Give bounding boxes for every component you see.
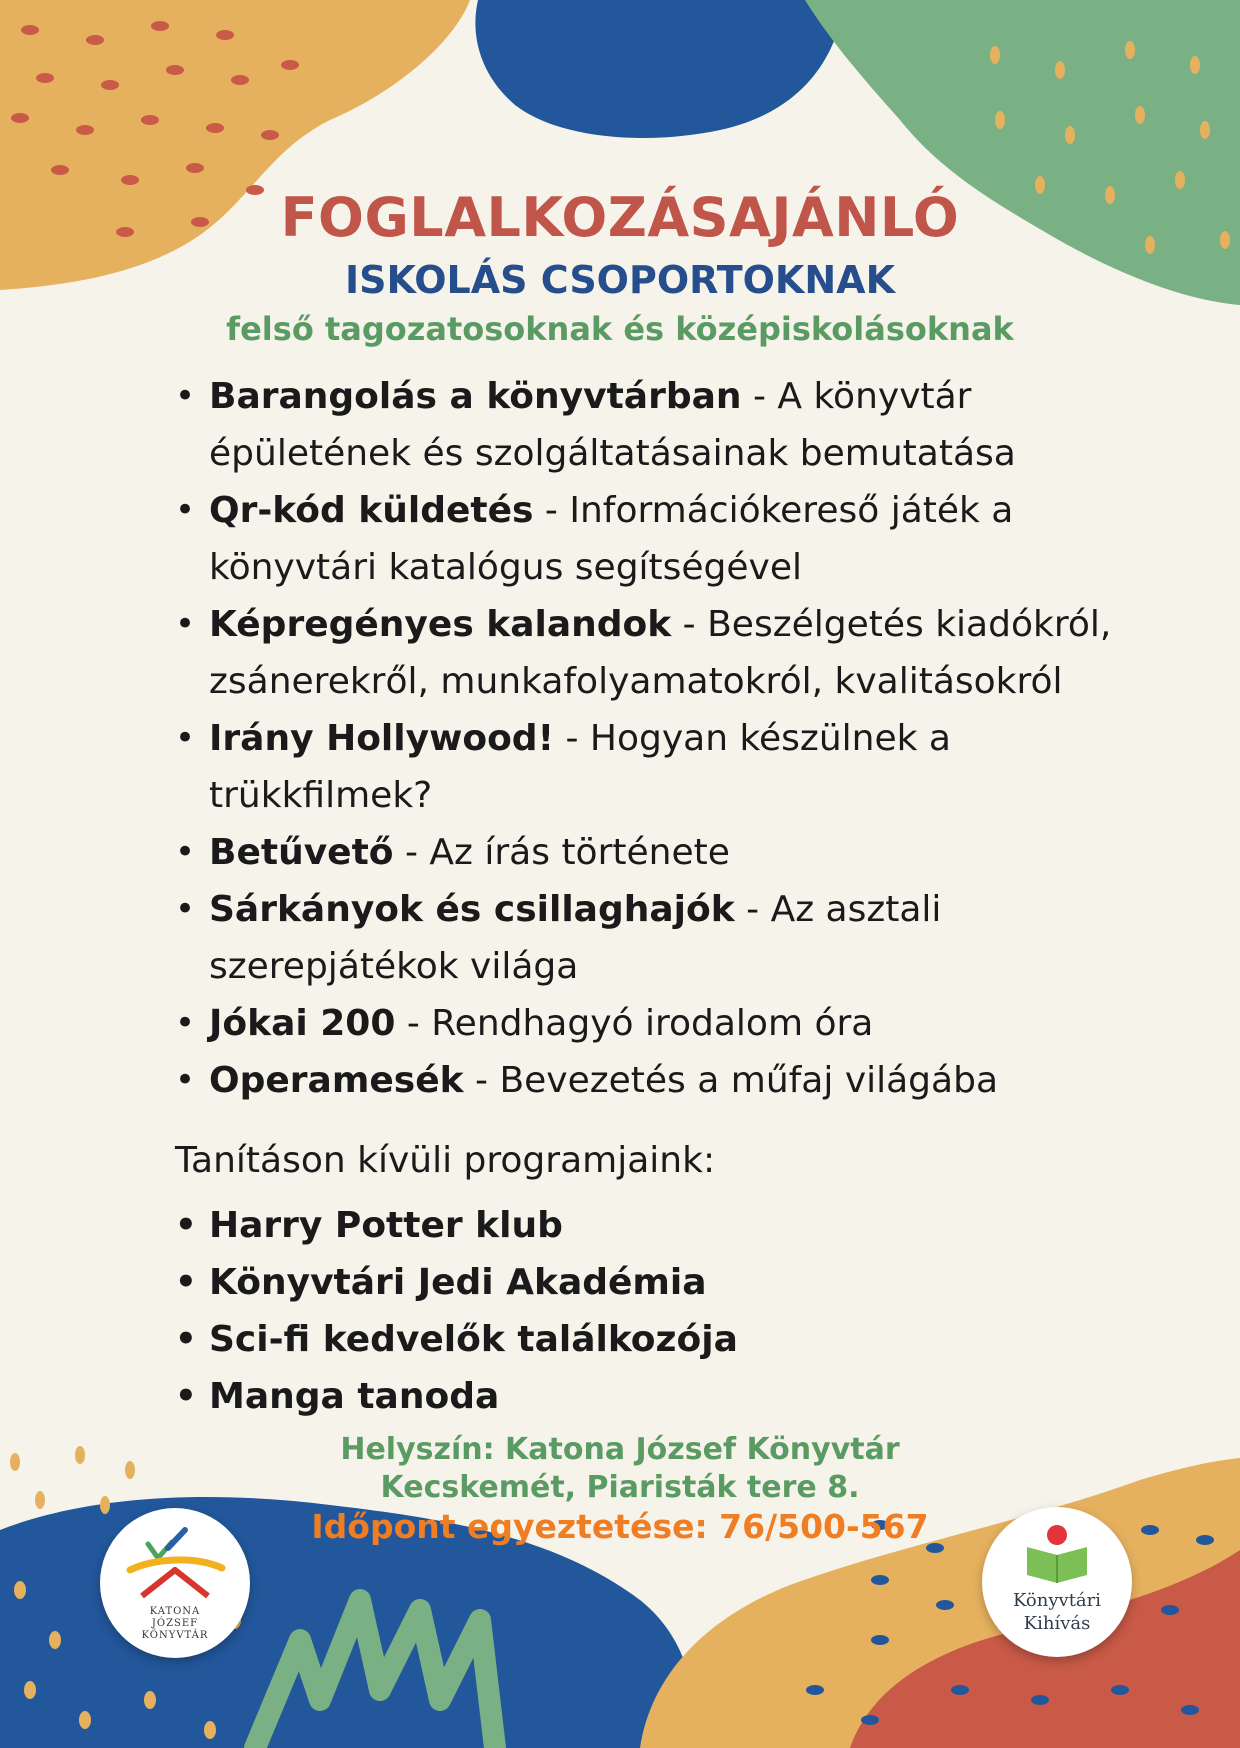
challenge-name: Könyvtári Kihívás xyxy=(1012,1590,1102,1634)
activity-name: Betűvető xyxy=(209,832,394,873)
extra-programs-list xyxy=(175,1197,1135,1425)
activity-name: Sárkányok és csillaghajók xyxy=(209,889,735,930)
konyvtari-kihivas-logo xyxy=(982,1507,1132,1657)
list-item: • Sci-fi kedvelők találkozója xyxy=(175,1311,1135,1368)
activity-desc: - A könyvtár épületének és szolgáltatásainak bemutatása xyxy=(209,376,1016,474)
activity-name: Barangolás a könyvtárban xyxy=(209,376,742,417)
activity-desc: - Az asztali szerepjátékok világa xyxy=(209,889,942,987)
activity-name: Irány Hollywood! xyxy=(209,718,554,759)
list-item xyxy=(175,368,1135,482)
activity-desc: - Rendhagyó irodalom óra xyxy=(395,1003,874,1044)
list-item xyxy=(175,881,1135,995)
list-item: • Harry Potter klub xyxy=(175,1197,1135,1254)
activity-name: Képregényes kalandok xyxy=(209,604,672,645)
list-item xyxy=(175,710,1135,824)
list-item xyxy=(175,596,1135,710)
library-name: KATONA JÓZSEF KÖNYVTÁR xyxy=(141,1606,209,1641)
location-line-2: Kecskemét, Piaristák tere 8. xyxy=(380,1470,860,1505)
list-item: • Könyvtári Jedi Akadémia xyxy=(175,1254,1135,1311)
activity-desc: - Információkereső játék a könyvtári katalógus segítségével xyxy=(209,490,1014,588)
list-item: • Manga tanoda xyxy=(175,1368,1135,1425)
list-item xyxy=(175,995,1135,1052)
katona-jozsef-library-logo xyxy=(100,1508,250,1658)
audience-line: felső tagozatosoknak és középiskolásoknak xyxy=(226,310,1014,348)
list-item xyxy=(175,1052,1135,1109)
list-item xyxy=(175,824,1135,881)
activity-name: Jókai 200 xyxy=(209,1003,396,1044)
extra-programs-heading: Tanításon kívüli programjaink: xyxy=(175,1140,716,1181)
activity-list xyxy=(175,368,1135,1109)
activity-name: Qr-kód küldetés xyxy=(209,490,534,531)
activity-desc: - Az írás története xyxy=(393,832,730,873)
activity-desc: - Bevezetés a műfaj világába xyxy=(463,1060,999,1101)
activity-desc: - Beszélgetés kiadókról, zsánerekről, munkafolyamatokról, kvalitásokról xyxy=(209,604,1112,702)
booking-phone: Időpont egyeztetése: 76/500-567 xyxy=(311,1507,929,1546)
activity-desc: - Hogyan készülnek a trükkfilmek? xyxy=(209,718,951,816)
page-title: FOGLALKOZÁSAJÁNLÓ xyxy=(280,186,960,249)
page-subtitle: ISKOLÁS CSOPORTOKNAK xyxy=(344,258,896,302)
activity-name: Operamesék xyxy=(209,1060,464,1101)
location-line-1: Helyszín: Katona József Könyvtár xyxy=(340,1432,900,1467)
list-item xyxy=(175,482,1135,596)
